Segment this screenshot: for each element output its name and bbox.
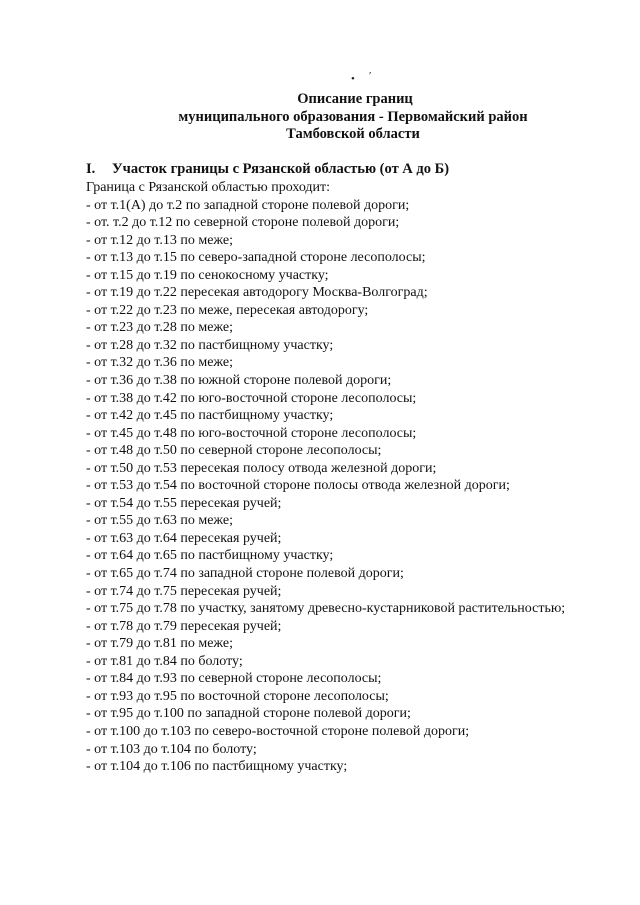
boundary-description [86, 179, 586, 776]
list-item: - от т.63 до т.64 пересекая ручей; [86, 530, 282, 546]
list-item: - от т.42 до т.45 по пастбищному участку; [86, 408, 334, 424]
list-item: - от т.84 до т.93 по северной стороне лесополосы; [86, 671, 382, 687]
list-item: - от т.22 до т.23 по меже, пересекая автодорогу; [86, 302, 369, 318]
title-line: Описание границ [297, 91, 413, 107]
list-item: - от т.36 до т.38 по южной стороне полевой дороги; [86, 373, 392, 389]
list-item: - от т.100 до т.103 по северо-восточной стороне полевой дороги; [86, 723, 470, 739]
list-item: - от т.81 до т.84 по болоту; [86, 653, 243, 669]
list-item: - от т.78 до т.79 пересекая ручей; [86, 618, 282, 634]
scan-mark: • [351, 73, 355, 85]
list-item: - от т.79 до т.81 по меже; [86, 636, 234, 652]
list-item: - от т.32 до т.36 по меже; [86, 355, 234, 371]
list-item: - от т.93 до т.95 по восточной стороне лесополосы; [86, 688, 389, 704]
title-line: муниципального образования - Первомайский район [178, 108, 528, 125]
list-item: - от т.12 до т.13 по меже; [86, 232, 234, 248]
list-item: - от т.55 до т.63 по меже; [86, 513, 234, 529]
list-item: - от т.53 до т.54 по восточной стороне полосы отвода железной дороги; [86, 478, 510, 494]
list-item: - от. т.2 до т.12 по северной стороне полевой дороги; [86, 215, 400, 231]
list-item: - от т.28 до т.32 по пастбищному участку; [86, 337, 334, 353]
list-item: - от т.48 до т.50 по северной стороне лесополосы; [86, 443, 382, 459]
list-item: - от т.19 до т.22 пересекая автодорогу Москва-Волгоград; [86, 285, 428, 301]
list-item: - от т.1(А) до т.2 по западной стороне полевой дороги; [86, 197, 410, 213]
list-item: - от т.50 до т.53 пересекая полосу отвода железной дороги; [86, 460, 437, 476]
list-item: - от т.15 до т.19 по сенокосному участку; [86, 267, 329, 283]
list-item: - от т.65 до т.74 по западной стороне полевой дороги; [86, 566, 404, 582]
scan-mark: ′ [369, 70, 372, 82]
list-item: - от т.103 до т.104 по болоту; [86, 741, 257, 757]
title-line: Тамбовской области [286, 126, 420, 142]
document-title [0, 91, 640, 144]
list-item: - от т.38 до т.42 по юго-восточной стороне лесополосы; [86, 390, 417, 406]
list-item: - от т.95 до т.100 по западной стороне полевой дороги; [86, 706, 411, 722]
intro-line: Граница с Рязанской областью проходит: [86, 180, 331, 195]
section-heading [86, 160, 449, 178]
list-item: - от т.64 до т.65 по пастбищному участку; [86, 548, 334, 564]
list-item: - от т.104 до т.106 по пастбищному участку; [86, 759, 348, 775]
list-item: - от т.74 до т.75 пересекая ручей; [86, 583, 282, 599]
section-heading-text: Участок границы с Рязанской областью (от А до Б) [112, 161, 450, 177]
list-item: - от т.54 до т.55 пересекая ручей; [86, 495, 282, 511]
list-item: - от т.13 до т.15 по северо-западной стороне лесополосы; [86, 250, 426, 266]
list-item: - от т.45 до т.48 по юго-восточной стороне лесополосы; [86, 425, 417, 441]
list-item: - от т.75 до т.78 по участку, занятому древесно-кустарниковой растительностью; [86, 601, 566, 617]
section-number: I. [86, 161, 96, 177]
list-item: - от т.23 до т.28 по меже; [86, 320, 234, 336]
